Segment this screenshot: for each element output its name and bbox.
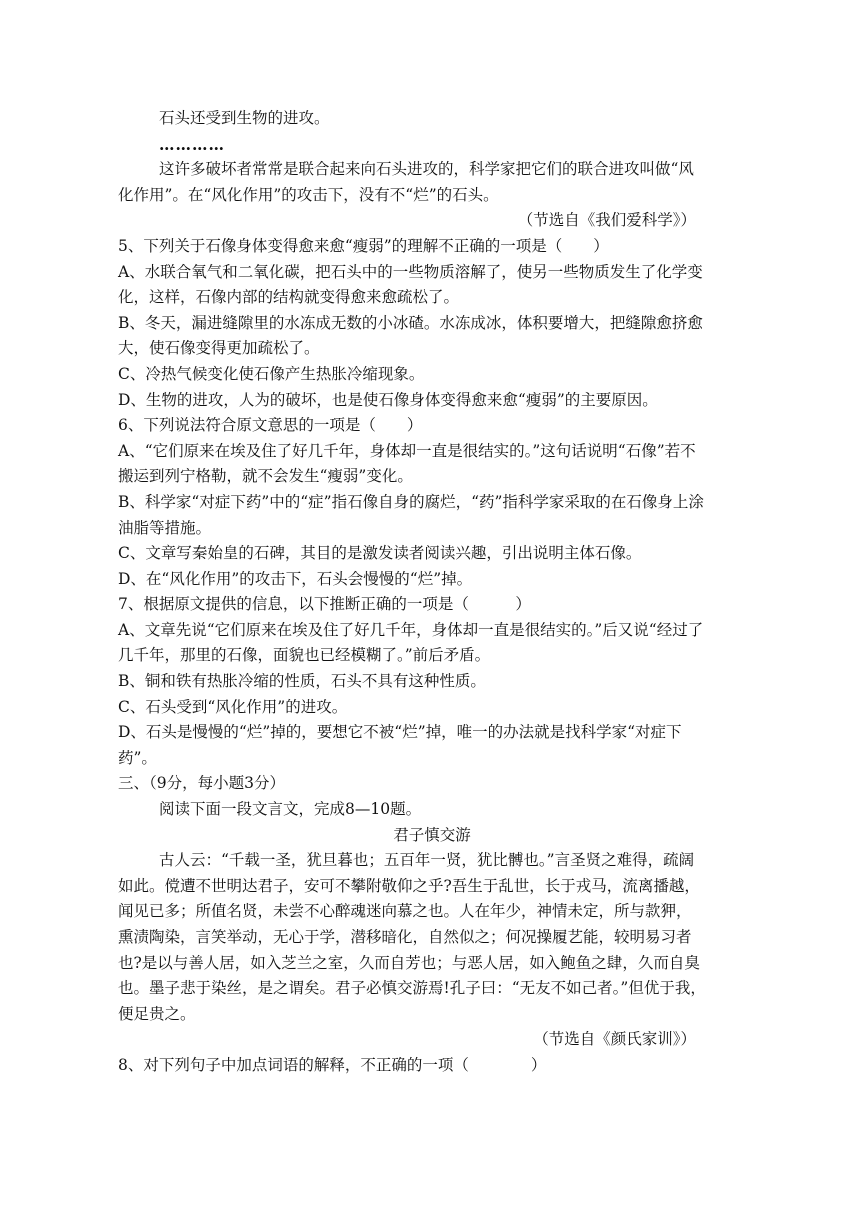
question-6-option-b: B、科学家“对症下药”中的“症”指石像自身的腐烂，“药”指科学家采取的在石像身上涂油脂等措施。 [118,492,704,537]
question-5-option-d: D、生物的进攻，人为的破坏，也是使石像身体变得愈来愈“瘦弱”的主要原因。 [118,390,658,409]
question-7-option-c: C、石头受到“风化作用”的进攻。 [118,697,348,716]
question-5-option-a: A、水联合氧气和二氧化碳，把石头中的一些物质溶解了，使另一些物质发生了化学变化，这样，石像内部的结构就变得愈来愈疏松了。 [118,262,703,307]
question-7-stem: 7、根据原文提供的信息，以下推断正确的一项是（ ） [118,595,531,614]
question-7-option-d: D、石头是慢慢的“烂”掉的，要想它不被“烂”掉，唯一的办法就是找科学家“对症下药”。 [118,723,682,767]
ellipsis-dots: ………… [159,134,225,154]
question-5-option-b: B、冬天，漏进缝隙里的水冻成无数的小冰碴。水冻成冰，体积要增大，把缝隙愈挤愈大，使石像变得更加疏松了。 [118,313,703,358]
question-8-stem: 8、对下列句子中加点词语的解释，不正确的一项（ ） [118,1055,547,1074]
classical-text-title: 君子慎交游 [393,825,471,844]
question-7-option-b: B、铜和铁有热胀冷缩的性质，石头不具有这种性质。 [118,672,486,691]
question-6-option-c: C、文章写秦始皇的石碑，其目的是激发读者阅读兴趣，引出说明主体石像。 [118,544,642,563]
section-3-heading: 三、（9分，每小题3分） [118,774,285,793]
question-5-option-c: C、冷热气候变化使石像产生热胀冷缩现象。 [118,364,425,383]
document-page [118,106,706,1079]
question-5-stem: 5、下列关于石像身体变得愈来愈“瘦弱”的理解不正确的一项是（ ） [118,236,609,255]
question-6-option-a: A、“它们原来在埃及住了好几千年，身体却一直是很结实的。”这句话说明“石像”若不搬运到列宁格勒，就不会发生“瘦弱”变化。 [118,441,696,486]
classical-text-source: （节选自《颜氏家训》） [533,1030,696,1049]
question-6-stem: 6、下列说法符合原文意思的一项是（ ） [118,416,423,435]
passage-paragraph: 这许多破坏者常常是联合起来向石头进攻的，科学家把它们的联合进攻叫做“风化作用”。在“风化作用”的攻击下，没有不“烂”的石头。 [118,160,694,204]
question-6-option-d: D、在“风化作用”的攻击下，石头会慢慢的“烂”掉。 [118,569,473,588]
passage-source: （节选自《我们爱科学》） [517,211,696,230]
passage-line: 石头还受到生物的进攻。 [159,109,330,127]
classical-text-body: 古人云：“千载一圣，犹旦暮也；五百年一贤，犹比髆也。”言圣贤之难得，疏阔如此。傥遭不世明达君子，安可不攀附敬仰之乎?吾生于乱世，长于戎马，流离播越，闻见已多；所值名贤，未尝不心醉魂迷向慕之也。人在年少，神情未定，所与款狎，熏渍陶染，言笑举动，无心于学，潜移暗化，自然似之；何况操履艺能，较明易习者也?是以与善人居，如入芝兰之室，久而自芳也；与恶人居，如入鲍鱼之肆，久而自臭也。墨子悲于染丝，是之谓矣。君子必慎交游焉!孔子曰：“无友不如己者。”但优于我，便足贵之。 [118,851,706,1023]
question-7-option-a: A、文章先说“它们原来在埃及住了好几千年，身体却一直是很结实的。”后又说“经过了几千年，那里的石像，面貌也已经模糊了。”前后矛盾。 [118,620,704,665]
section-3-instruction: 阅读下面一段文言文，完成8—10题。 [159,800,422,819]
